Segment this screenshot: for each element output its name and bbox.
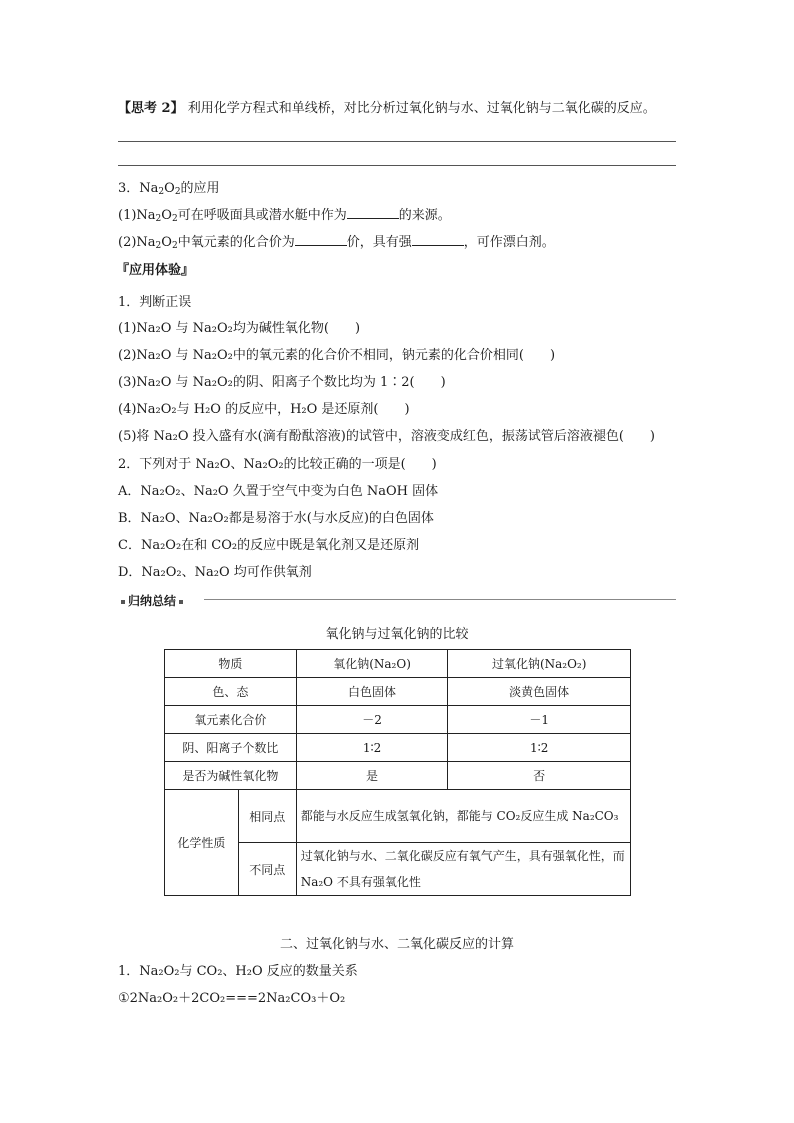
q2-heading: 2．下列对于 Na₂O、Na₂O₂的比较正确的一项是( ): [118, 457, 437, 472]
square-bullet-icon: [179, 600, 183, 604]
practice-title: 『应用体验』: [116, 263, 195, 278]
chem-label: 化学性质: [165, 790, 239, 896]
q1-heading: 1．判断正误: [118, 295, 192, 310]
q2-option-c: C．Na₂O₂在和 CO₂的反应中既是氧化剂又是还原剂: [118, 538, 420, 553]
fill-blank[interactable]: [295, 233, 347, 246]
think-tag: 【思考 2】: [118, 101, 184, 116]
table-header-row: [165, 650, 631, 678]
square-bullet-icon: [121, 600, 125, 604]
fill-blank[interactable]: [412, 233, 464, 246]
summary-bar: [118, 592, 676, 606]
table-row: 氧元素化合价 －2 －1: [165, 706, 631, 734]
fill-blank[interactable]: [347, 206, 399, 219]
q1-item: (1)Na₂O 与 Na₂O₂均为碱性氧化物( ): [118, 321, 361, 336]
answer-line-2: [118, 165, 676, 166]
app-line-1: $(1)Na_2O_2$可在呼吸面具或潜水艇中作为 的来源。: [118, 208, 451, 224]
equation-1: ①2Na₂O₂＋2CO₂===2Na₂CO₃＋O₂: [118, 991, 346, 1006]
q2-option-d: D．Na₂O₂、Na₂O 均可作供氧剂: [118, 565, 312, 580]
q1-item: (4)Na₂O₂与 H₂O 的反应中，H₂O 是还原剂( ): [118, 402, 410, 417]
answer-line-1: [118, 141, 676, 142]
same-text: 都能与水反应生成氢氧化钠，都能与 CO₂反应生成 Na₂CO₃: [296, 790, 630, 843]
app-heading: 3．$Na_2O_2$的应用: [118, 181, 220, 197]
diff-label: 不同点: [238, 843, 296, 896]
comparison-table: [164, 649, 631, 896]
summary-label: 归纳总结: [128, 594, 177, 608]
app-line-2: $(2)Na_2O_2$中氧元素的化合价为 价，具有强 ，可作漂白剂。: [118, 235, 555, 251]
q2-option-b: B．Na₂O、Na₂O₂都是易溶于水(与水反应)的白色固体: [118, 511, 434, 526]
section2-title: 二、过氧化钠与水、二氧化碳反应的计算: [279, 937, 514, 952]
table-header: 物质: [165, 650, 297, 678]
think-question: [118, 97, 656, 116]
table-row: 色、态 白色固体 淡黄色固体: [165, 678, 631, 706]
section2-item1: 1．Na₂O₂与 CO₂、H₂O 反应的数量关系: [118, 964, 358, 979]
divider: [204, 599, 676, 600]
q1-item: (2)Na₂O 与 Na₂O₂中的氧元素的化合价不相同，钠元素的化合价相同( ): [118, 348, 556, 363]
same-label: 相同点: [238, 790, 296, 843]
table-row: 阴、阳离子个数比 1∶2 1∶2: [165, 734, 631, 762]
table-row: 是否为碱性氧化物 是 否: [165, 762, 631, 790]
diff-text: 过氧化钠与水、二氧化碳反应有氧气产生，具有强氧化性，而 Na₂O 不具有强氧化性: [296, 843, 630, 896]
q1-item: (5)将 Na₂O 投入盛有水(滴有酚酞溶液)的试管中，溶液变成红色，振荡试管后溶液褪色( ): [118, 429, 655, 444]
q1-item: (3)Na₂O 与 Na₂O₂的阴、阳离子个数比均为 1∶2( ): [118, 375, 446, 390]
table-title: 氧化钠与过氧化钠的比较: [325, 627, 469, 642]
table-row: [165, 790, 631, 843]
q2-option-a: A．Na₂O₂、Na₂O 久置于空气中变为白色 NaOH 固体: [118, 484, 439, 499]
table-header: 氧化钠(Na₂O): [296, 650, 448, 678]
table-header: 过氧化钠(Na₂O₂): [448, 650, 631, 678]
think-text: 利用化学方程式和单线桥，对比分析过氧化钠与水、过氧化钠与二氧化碳的反应。: [187, 101, 656, 116]
